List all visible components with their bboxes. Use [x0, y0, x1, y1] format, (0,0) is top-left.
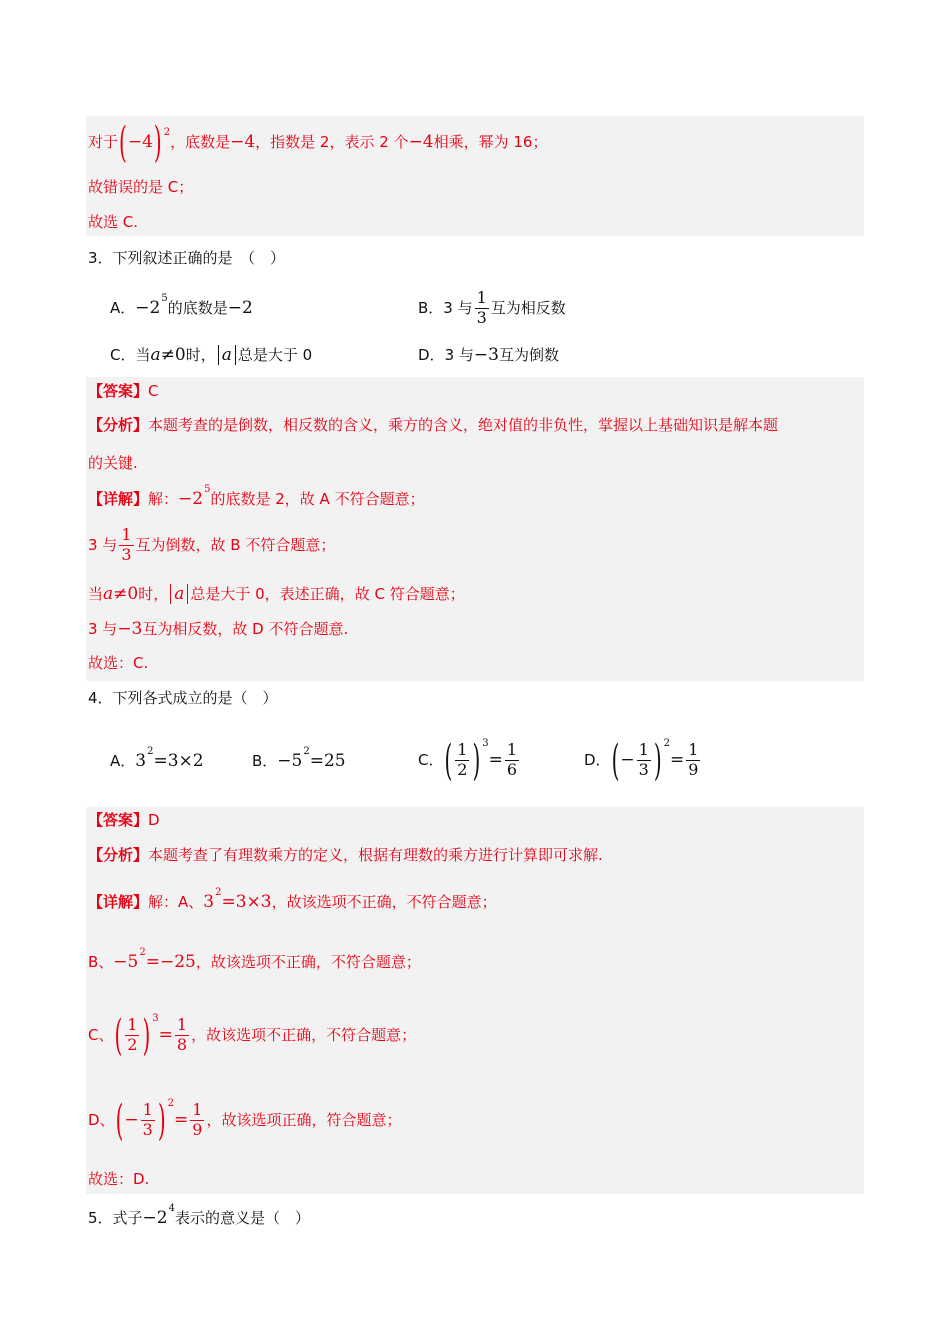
- analysis-text: 本题考查的是倒数，相反数的含义，乘方的含义，绝对值的非负性，掌握以上基础知识是解本题: [148, 416, 779, 434]
- text: 3 与: [88, 535, 118, 554]
- exponent: 3: [482, 738, 489, 749]
- text: ，故该选项不正确，不符合题意；: [191, 1025, 417, 1044]
- q4-answer: [88, 813, 160, 828]
- text: 互为倒数，故 B 不符合题意；: [135, 535, 336, 554]
- math: −2: [227, 297, 253, 318]
- exponent: 2: [167, 1098, 174, 1109]
- text: B、: [88, 952, 114, 971]
- detail-tag: 【详解】: [88, 489, 149, 508]
- text: 解：A、: [148, 892, 204, 911]
- q3-option-a[interactable]: [110, 293, 253, 319]
- absolute-value: a: [218, 345, 236, 366]
- analysis-tag: 【分析】: [88, 416, 149, 434]
- q2-final-line: 故选 C.: [88, 213, 139, 231]
- q3-final: 故选：C.: [88, 654, 149, 672]
- denominator: 9: [688, 759, 699, 779]
- math: =: [488, 749, 503, 770]
- denominator: 9: [192, 1119, 203, 1139]
- exponent: 2: [303, 746, 310, 757]
- exponent: 2: [215, 887, 222, 898]
- text: ，指数是 2，表示 2 个: [255, 132, 409, 151]
- denominator: 6: [506, 759, 518, 779]
- math: −4: [408, 131, 434, 152]
- fraction: [190, 1099, 204, 1139]
- option-label: D．: [584, 750, 611, 769]
- fraction: [686, 739, 700, 779]
- text: 3 与: [444, 345, 474, 364]
- paren-open: (: [119, 116, 127, 168]
- text: 时，: [138, 584, 169, 603]
- text: 3 与: [443, 298, 473, 317]
- numerator: 1: [121, 524, 132, 544]
- fraction: [141, 1099, 155, 1139]
- absolute-value: a: [170, 584, 188, 605]
- numerator: 1: [457, 739, 468, 759]
- math: =: [670, 749, 685, 770]
- paren-open: (: [611, 734, 620, 786]
- denominator: 3: [121, 544, 132, 564]
- q5-stem: [88, 1203, 310, 1229]
- q3-answer: [88, 384, 159, 399]
- denominator: 2: [127, 1034, 138, 1054]
- text: 对于: [88, 132, 119, 151]
- numerator: 1: [192, 1099, 203, 1119]
- fraction: [637, 739, 651, 779]
- denominator: 3: [142, 1119, 153, 1139]
- paren-open: (: [444, 734, 453, 786]
- numerator: 1: [638, 739, 649, 759]
- math: 3: [203, 891, 215, 912]
- q3-detail-b: [88, 523, 335, 567]
- numerator: 1: [127, 1014, 138, 1034]
- math: −: [124, 1109, 139, 1130]
- text: 当: [88, 584, 104, 603]
- math-var: a: [103, 583, 114, 604]
- text: 的底数是 2，故 A 不符合题意；: [210, 489, 425, 508]
- math: =: [158, 1024, 173, 1045]
- q4-stem: 4．下列各式成立的是（ ）: [88, 689, 278, 707]
- denominator: 3: [638, 759, 649, 779]
- text: D、: [88, 1110, 115, 1129]
- text: 3 与: [88, 619, 118, 638]
- q4-detail-a: [88, 887, 497, 913]
- text: 当: [135, 345, 151, 364]
- text: 总是大于 0: [237, 345, 313, 364]
- math: −2: [178, 488, 204, 509]
- numerator: 1: [506, 739, 518, 759]
- exponent: 2: [663, 738, 670, 749]
- detail-tag: 【详解】: [88, 892, 149, 911]
- text: ，故该选项不正确，不符合题意；: [271, 892, 497, 911]
- paren-close: ): [153, 116, 162, 168]
- q3-option-d[interactable]: [418, 344, 559, 366]
- text: ，故该选项正确，符合题意；: [206, 1110, 402, 1129]
- analysis-text: 本题考查了有理数乘方的定义，根据有理数的乘方进行计算即可求解.: [148, 846, 603, 864]
- math-var: a: [150, 344, 161, 365]
- option-label: A．: [110, 751, 136, 770]
- denominator: 2: [457, 759, 468, 779]
- text: 5．式子: [88, 1208, 143, 1227]
- text: C、: [88, 1025, 114, 1044]
- numerator: 1: [476, 287, 487, 307]
- text: ，底数是: [170, 132, 231, 151]
- q3-option-c[interactable]: [110, 344, 312, 366]
- option-label: C．: [418, 750, 444, 769]
- math: −2: [142, 1207, 168, 1228]
- answer-value: D: [148, 811, 160, 829]
- q2-explanation-line: [88, 116, 548, 168]
- math: −5: [277, 750, 303, 771]
- q3-detail-a: [88, 484, 425, 510]
- denominator: 8: [176, 1034, 188, 1054]
- q3-stem: 3．下列叙述正确的是 （ ）: [88, 249, 286, 267]
- paren-close: ): [653, 734, 662, 786]
- fraction: [455, 739, 469, 779]
- math: −3: [473, 344, 499, 365]
- option-label: B．: [252, 751, 278, 770]
- math: =3×3: [221, 891, 272, 912]
- numerator: 1: [142, 1099, 153, 1119]
- paren-close: ): [472, 734, 481, 786]
- math: =25: [309, 750, 346, 771]
- exponent: 5: [204, 484, 211, 495]
- text: 相乘，幂为 16；: [433, 132, 548, 151]
- q4-option-a[interactable]: [110, 746, 204, 772]
- denominator: 3: [476, 307, 487, 327]
- exponent: 4: [168, 1203, 175, 1214]
- q4-analysis: [88, 848, 603, 863]
- paren-close: ): [157, 1094, 166, 1146]
- option-label: B．: [418, 298, 444, 317]
- text: 表示的意义是（ ）: [174, 1208, 310, 1227]
- paren-close: ): [142, 1009, 151, 1061]
- text: 时，: [185, 345, 216, 364]
- q3-detail-c: [88, 583, 465, 605]
- text: 互为相反数，故 D 不符合题意.: [142, 619, 349, 638]
- option-label: D．: [418, 345, 445, 364]
- numerator: 1: [688, 739, 699, 759]
- math: −: [620, 749, 635, 770]
- q4-option-c[interactable]: [418, 734, 521, 786]
- math: =: [174, 1109, 189, 1130]
- q3-analysis-cont: 的关键.: [88, 454, 138, 472]
- q4-detail-d: [88, 1094, 402, 1146]
- text: ，故该选项不正确，不符合题意；: [195, 952, 421, 971]
- q3-detail-d: [88, 619, 348, 639]
- fraction: [505, 739, 519, 779]
- math: −2: [135, 297, 161, 318]
- exponent: 5: [161, 293, 168, 304]
- exponent: 2: [139, 947, 146, 958]
- math: 3: [135, 750, 147, 771]
- option-label: C．: [110, 345, 136, 364]
- math: =3×2: [153, 750, 204, 771]
- option-label: A．: [110, 298, 136, 317]
- text: 解：: [148, 489, 179, 508]
- paren-open: (: [114, 1009, 123, 1061]
- math: ≠0: [113, 583, 139, 604]
- math: =−25: [145, 951, 196, 972]
- q2-wrong-line: 故错误的是 C；: [88, 178, 194, 196]
- text: 总是大于 0，表述正确，故 C 符合题意；: [190, 584, 465, 603]
- analysis-tag: 【分析】: [88, 846, 149, 864]
- fraction: [175, 1014, 189, 1054]
- exponent: 3: [152, 1013, 159, 1024]
- math: ≠0: [160, 344, 186, 365]
- fraction: [475, 287, 489, 327]
- math: −3: [117, 618, 143, 639]
- text: 互为相反数: [490, 298, 566, 317]
- q3-option-b[interactable]: [418, 286, 566, 330]
- q4-detail-b: [88, 947, 421, 973]
- math: −5: [113, 951, 139, 972]
- text: 互为倒数: [498, 345, 559, 364]
- answer-tag: 【答案】: [88, 811, 149, 829]
- paren-open: (: [115, 1094, 124, 1146]
- fraction: [119, 524, 133, 564]
- exponent: 2: [163, 127, 171, 138]
- answer-tag: 【答案】: [88, 382, 149, 400]
- math-base: −4: [127, 131, 153, 152]
- q3-analysis: [88, 418, 778, 433]
- q4-option-b[interactable]: [252, 746, 346, 772]
- q4-option-d[interactable]: [584, 734, 702, 786]
- exponent: 2: [147, 746, 154, 757]
- fraction: [125, 1014, 139, 1054]
- q4-final: 故选：D.: [88, 1170, 150, 1188]
- answer-value: C: [148, 382, 159, 400]
- text: 的底数是: [167, 298, 228, 317]
- math: −4: [230, 131, 256, 152]
- q4-detail-c: [88, 1009, 417, 1061]
- numerator: 1: [176, 1014, 188, 1034]
